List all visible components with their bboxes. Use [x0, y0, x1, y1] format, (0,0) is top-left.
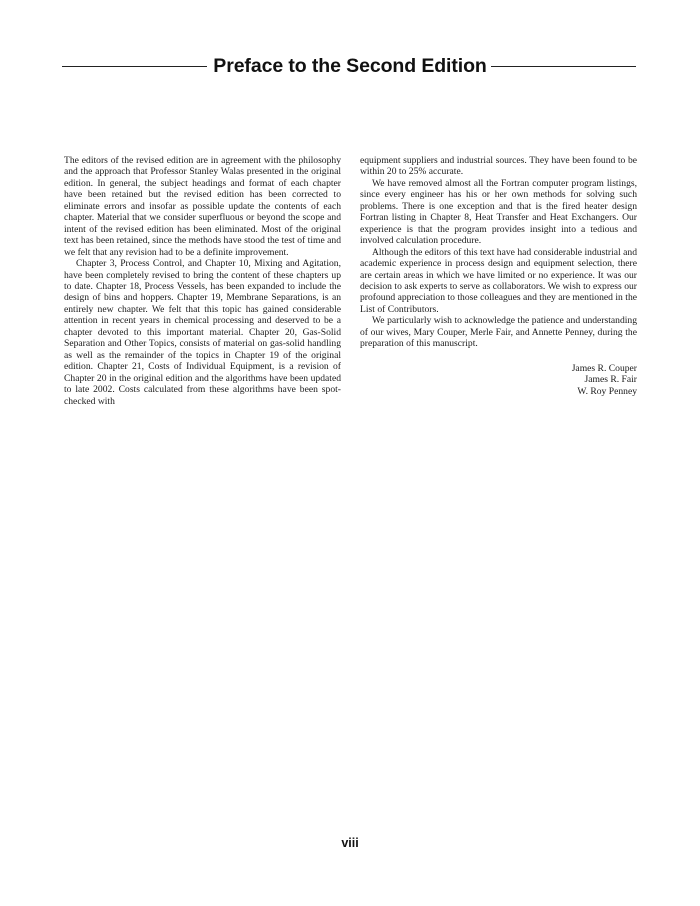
- page-title: Preface to the Second Edition: [213, 54, 487, 77]
- signature-block: [360, 363, 637, 397]
- signature-name: W. Roy Penney: [577, 385, 637, 397]
- signature-name: James R. Fair: [584, 374, 637, 386]
- paragraph: The editors of the revised edition are in agreement with the philosophy and the approach that Professor Stanley Walas presented in the original edition. In general, the subject headings and format of each chapter have been retained but the revised edition has been corrected to eliminate errors and insofar as possible update the contents of each chapter. Material that we consider superfluous or beyond the scope and intent of the revised edition has been eliminated. Most of the original text has been retained, since the methods have stood the test of time and we felt that any revision had to be a definite improvement.: [64, 155, 341, 258]
- paragraph: equipment suppliers and industrial sources. They have been found to be within 20 to 25% accurate.: [360, 155, 637, 178]
- paragraph: We have removed almost all the Fortran computer program listings, since every engineer has his or her own methods for solving such problems. There is one exception and that is the fired heater design Fortran listing in Chapter 8, Heat Transfer and Heat Exchangers. Our experience is that the program provides insight into a tedious and involved calculation procedure.: [360, 177, 637, 247]
- body-columns: [64, 155, 637, 407]
- left-column: [64, 155, 341, 407]
- right-column: [360, 155, 637, 407]
- page-number: viii: [341, 836, 359, 850]
- title-rule-left: [62, 66, 207, 67]
- title-rule-right: [491, 66, 636, 67]
- paragraph: Although the editors of this text have had considerable industrial and academic experience in process design and equipment selection, there are certain areas in which we have limited or no experience. It was our decision to ask experts to serve as collaborators. We wish to express our profound appreciation to those colleagues and they are mentioned in the List of Contributors.: [360, 246, 637, 315]
- paragraph: Chapter 3, Process Control, and Chapter 10, Mixing and Agitation, have been completely revised to bring the content of these chapters up to date. Chapter 18, Process Vessels, has been expanded to include the design of bins and hoppers. Chapter 19, Membrane Separations, is an entirely new chapter. We felt that this topic has gained considerable attention in recent years in chemical processing and deserved to be a chapter devoted to this important material. Chapter 20, Gas-Solid Separation and Other Topics, consists of material on gas-solid handling as well as the remainder of the topics in Chapter 19 of the original edition. Chapter 21, Costs of Individual Equipment, is a revision of Chapter 20 in the original edition and the algorithms have been updated to late 2002. Costs calculated from these algorithms have been spot-checked with: [64, 258, 341, 407]
- signature-name: James R. Couper: [571, 362, 637, 374]
- title-row: [62, 52, 636, 80]
- paragraph: We particularly wish to acknowledge the patience and understanding of our wives, Mary Couper, Merle Fair, and Annette Penney, during the preparation of this manuscript.: [360, 315, 637, 350]
